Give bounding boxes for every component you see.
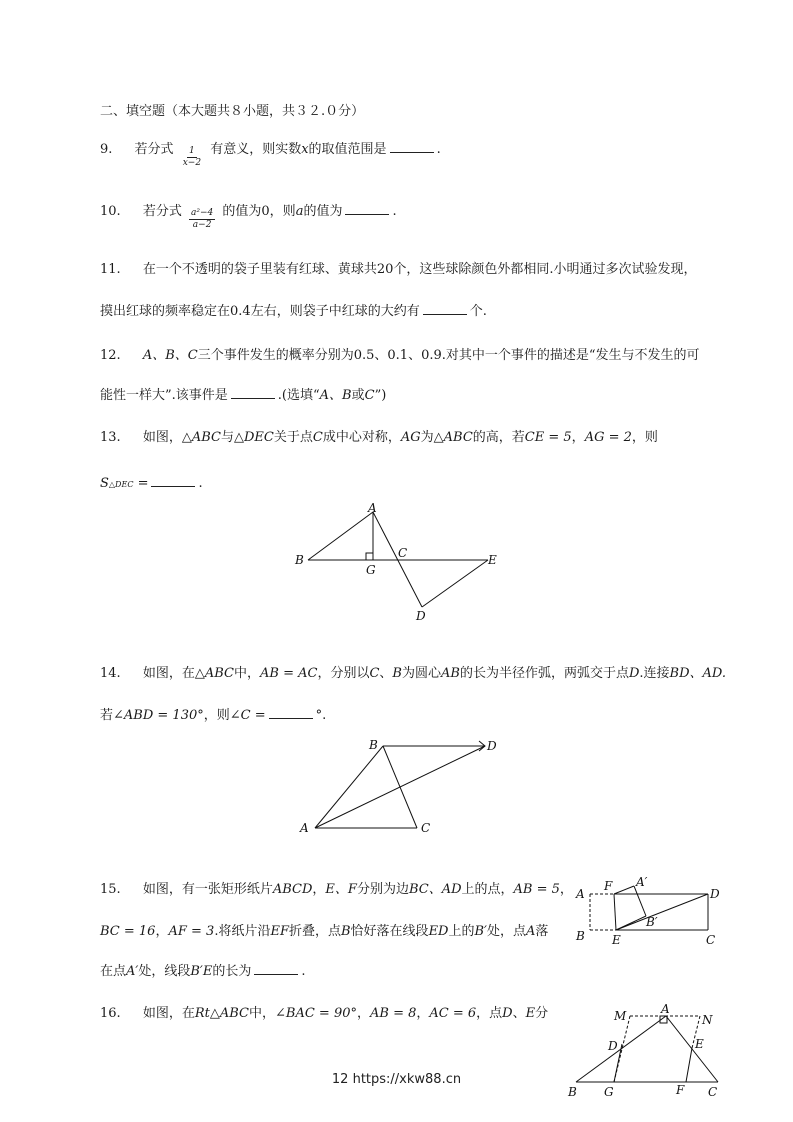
math-var: C [369, 666, 380, 681]
question-text: 、 [512, 1006, 526, 1021]
question-text: 的高，若 [472, 430, 525, 445]
answer-blank [269, 706, 313, 719]
segment-fa-prime [614, 886, 634, 894]
figure-q13 [290, 498, 510, 628]
math-var: A、B、C [142, 348, 198, 363]
math-var: ED [428, 924, 449, 939]
math-expr: CE = 5 [524, 430, 572, 445]
question-text: 折叠，点 [288, 924, 341, 939]
label-a: A [300, 821, 309, 835]
fraction-numerator: a²−4 [190, 208, 214, 218]
math-var: ABCD [272, 882, 313, 897]
question-text: 的值为 [222, 204, 262, 219]
question-number: 14. [100, 666, 121, 681]
label-a-prime: A′ [636, 875, 648, 889]
section-title: 二、填空题（本大题共８小题，共３２.０分） [100, 104, 365, 119]
question-text: 处，点 [487, 924, 527, 939]
fraction-numerator: 1 [189, 146, 195, 156]
question-text: 上的点， [461, 882, 514, 897]
fraction-denominator: a−2 [192, 220, 212, 230]
question-13-line-1 [100, 428, 658, 448]
math-subscript: △DEC [108, 480, 134, 489]
math-value: 0.4 [230, 304, 251, 319]
math-var: D [628, 666, 640, 681]
segment-ed [422, 560, 488, 607]
fraction [189, 208, 215, 231]
question-text: 为 [420, 430, 434, 445]
question-text: 中， [233, 666, 260, 681]
question-text: 能性一样大”.该事件是 [100, 388, 228, 403]
question-number: 10. [100, 204, 121, 219]
math-expr: AG = 2 [584, 430, 632, 445]
math-var: E、F [325, 882, 357, 897]
question-15-line-3 [100, 962, 306, 982]
math-expr: △DEC [234, 430, 274, 445]
question-text: °. [315, 708, 327, 723]
question-text: 若分式 [142, 204, 182, 219]
right-angle-mark [366, 553, 373, 560]
question-text: ，则 [631, 430, 658, 445]
label-c: C [398, 546, 408, 560]
label-c: C [706, 933, 716, 947]
question-text: ，则 [203, 708, 230, 723]
math-var: B [340, 924, 351, 939]
answer-blank [231, 386, 275, 399]
label-e: E [488, 553, 497, 567]
label-e: E [612, 933, 621, 947]
question-text: . [301, 964, 306, 979]
segment-a-prime-b-prime [634, 886, 646, 916]
math-var: C [312, 430, 323, 445]
question-text: 如图，在 [142, 1006, 195, 1021]
label-d: D [416, 609, 426, 623]
question-text: 、 [379, 666, 393, 681]
question-text: ， [356, 1006, 370, 1021]
answer-blank [151, 474, 195, 487]
math-expr: = [133, 476, 149, 491]
question-text: 若分式 [134, 142, 174, 157]
question-text: ， [416, 1006, 430, 1021]
math-expr: BD、AD. [669, 666, 727, 681]
question-16-line-1 [100, 1004, 548, 1024]
math-expr: AB = AC [260, 666, 318, 681]
question-text: 关于点 [273, 430, 313, 445]
question-text: 成中心对称， [322, 430, 401, 445]
math-value: 0.5、0.1、0.9 [353, 348, 442, 363]
math-expr: ∠BAC = 90° [275, 1006, 357, 1021]
question-text: ， [559, 882, 573, 897]
question-text: 的长为 [212, 964, 252, 979]
question-text: ， [155, 924, 169, 939]
question-text: 在点 [100, 964, 127, 979]
question-10 [100, 200, 397, 230]
math-expr: AC = 6 [429, 1006, 477, 1021]
question-text: 在一个不透明的袋子里装有红球、黄球共 [142, 262, 377, 277]
label-g: G [604, 1085, 614, 1099]
answer-blank [254, 962, 298, 975]
answer-blank [390, 140, 434, 153]
label-b: B [568, 1085, 577, 1099]
math-var: B [392, 666, 402, 681]
math-expr: BC = 16 [100, 924, 156, 939]
math-expr: AB = 5 [513, 882, 560, 897]
math-var: AB [441, 666, 460, 681]
question-number: 12. [100, 348, 121, 363]
math-var: C [364, 388, 375, 403]
label-f: F [604, 879, 613, 893]
question-text: .连接 [639, 666, 670, 681]
question-11-line-1 [100, 260, 697, 280]
label-b: B [369, 738, 378, 752]
question-15-line-1 [100, 880, 573, 900]
question-11-line-2 [100, 302, 487, 322]
math-var: B′ [474, 924, 488, 939]
question-text: ， [312, 882, 326, 897]
page-footer: 12 https://xkw88.cn [331, 1072, 462, 1087]
question-text: 处，线段 [138, 964, 191, 979]
question-text: 的长为半径作弧，两弧交于点 [459, 666, 629, 681]
math-var: A、B [319, 388, 352, 403]
math-var: A′ [126, 964, 139, 979]
math-var: E [525, 1006, 536, 1021]
label-d: D [608, 1039, 618, 1053]
label-e: E [695, 1037, 704, 1051]
question-text: 或 [351, 388, 365, 403]
segment-fe [614, 894, 616, 930]
math-var: x [301, 142, 309, 157]
math-expr: △ABC [433, 430, 473, 445]
question-text: . [198, 476, 203, 491]
label-f: F [676, 1083, 685, 1097]
math-value: 0 [261, 204, 270, 219]
fraction [181, 146, 203, 169]
question-text: . [436, 142, 441, 157]
math-var: AG [400, 430, 421, 445]
segment-ad [315, 746, 485, 828]
math-expr: Rt△ABC [194, 1006, 249, 1021]
question-14-line-1 [100, 664, 726, 684]
label-a: A [576, 887, 585, 901]
question-text: . [392, 204, 397, 219]
question-text: 有意义，则实数 [210, 142, 302, 157]
label-d: D [487, 739, 497, 753]
question-text: 如图， [142, 430, 182, 445]
fraction-denominator: x−2 [182, 158, 202, 168]
question-text: 中， [248, 1006, 275, 1021]
math-var: EF [270, 924, 289, 939]
label-n: N [702, 1013, 713, 1027]
question-text: 摸出红球的频率稳定在 [100, 304, 231, 319]
question-text: ”) [374, 388, 387, 403]
math-expr: S [100, 476, 109, 491]
question-13-line-2 [100, 474, 203, 495]
label-a: A [368, 501, 377, 515]
question-text: 如图，有一张矩形纸片 [142, 882, 273, 897]
answer-blank [345, 202, 389, 215]
math-var: BC、AD [408, 882, 462, 897]
math-expr: ∠ABD = 130° [113, 708, 204, 723]
label-b: B [576, 929, 585, 943]
math-expr: ∠C = [229, 708, 266, 723]
math-expr: AB = 8 [370, 1006, 417, 1021]
segment-ba [308, 512, 373, 560]
question-text: 上的 [448, 924, 475, 939]
question-number: 13. [100, 430, 121, 445]
question-text: 与 [220, 430, 234, 445]
question-text: .将纸片沿 [214, 924, 271, 939]
question-text: 分别为边 [356, 882, 409, 897]
math-var: A [526, 924, 536, 939]
question-text: ， [571, 430, 585, 445]
question-text: 如图，在 [142, 666, 195, 681]
answer-blank [423, 302, 467, 315]
label-g: G [366, 563, 376, 577]
label-c: C [421, 821, 431, 835]
question-text: 的取值范围是 [308, 142, 387, 157]
question-text: ，则 [269, 204, 296, 219]
math-expr: △ABC [194, 666, 234, 681]
figure-q15 [572, 872, 732, 952]
question-number: 16. [100, 1006, 121, 1021]
question-12-line-1 [100, 346, 700, 366]
question-text: .对其中一个事件的描述是“发生与不发生的可 [441, 348, 700, 363]
math-expr: AF = 3 [168, 924, 215, 939]
question-text: 的值为 [303, 204, 343, 219]
label-b-prime: B′ [646, 915, 658, 929]
question-12-line-2 [100, 386, 386, 406]
question-number: 11. [100, 262, 121, 277]
question-text: ，点 [476, 1006, 503, 1021]
label-b: B [295, 553, 304, 567]
label-d: D [710, 887, 720, 901]
figure-q14 [295, 732, 510, 842]
question-15-line-2 [100, 922, 548, 942]
label-m: M [614, 1009, 627, 1023]
math-expr: △ABC [181, 430, 221, 445]
question-9 [100, 138, 441, 168]
math-var: B′E [190, 964, 213, 979]
math-var: D [502, 1006, 513, 1021]
question-text: 为圆心 [401, 666, 441, 681]
question-text: 若 [100, 708, 114, 723]
segment-b-prime-e [616, 916, 646, 930]
label-a: A [661, 1002, 670, 1016]
question-number: 9. [100, 142, 113, 157]
question-text: 个. [469, 304, 487, 319]
label-c: C [708, 1085, 718, 1099]
question-text: 分 [535, 1006, 549, 1021]
math-var: a [295, 204, 304, 219]
question-text: 落 [535, 924, 549, 939]
question-text: ，分别以 [317, 666, 370, 681]
question-text: 恰好落在线段 [350, 924, 429, 939]
question-text: .(选填“ [277, 388, 320, 403]
segment-ed [616, 894, 708, 930]
question-text: 三个事件发生的概率分别为 [197, 348, 354, 363]
question-text: 左右，则袋子中红球的大约有 [250, 304, 420, 319]
question-number: 15. [100, 882, 121, 897]
math-value: 20 [376, 262, 394, 277]
question-14-line-2 [100, 706, 326, 726]
segment-ab [315, 746, 383, 828]
question-text: 个，这些球除颜色外都相同.小明通过多次试验发现， [393, 262, 697, 277]
